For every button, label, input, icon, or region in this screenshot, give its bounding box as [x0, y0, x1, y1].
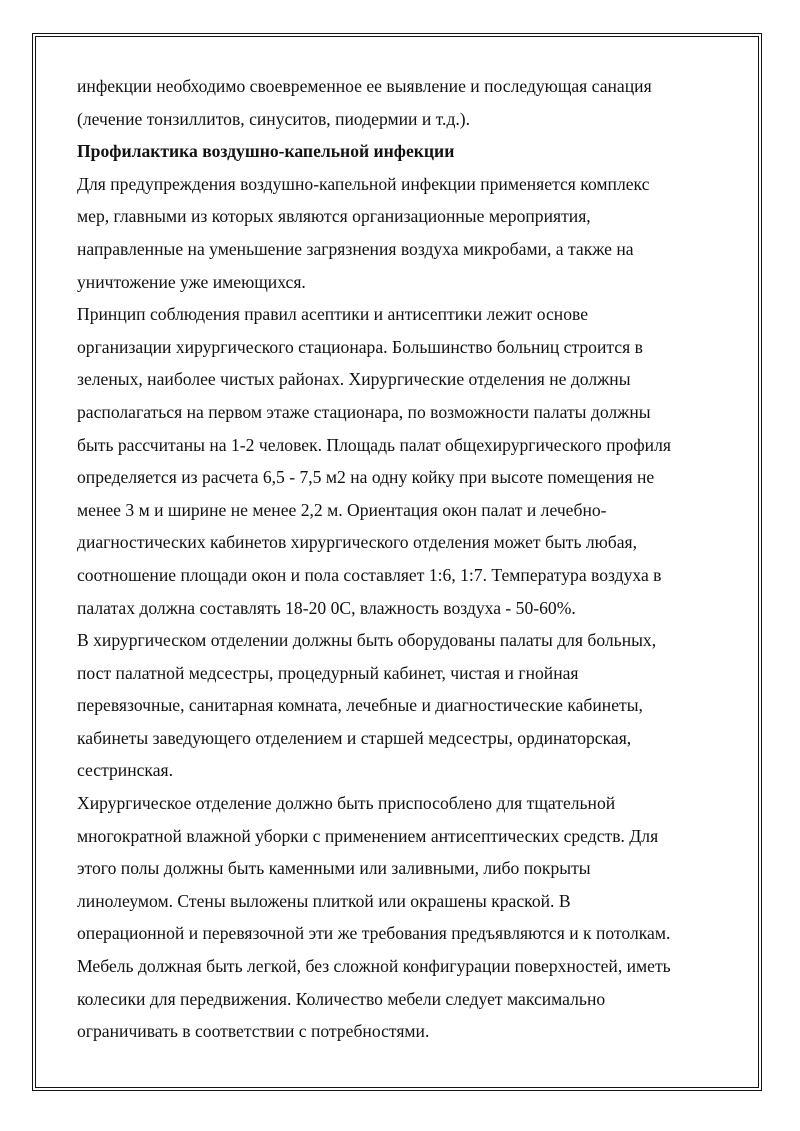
text-line: зеленых, наиболее чистых районах. Хирургические отделения не должны — [77, 369, 631, 390]
section-heading: Профилактика воздушно-капельной инфекции — [77, 141, 455, 162]
text-line: организации хирургического стационара. Большинство больниц строится в — [77, 336, 643, 357]
text-line: Хирургическое отделение должно быть приспособлено для тщательной — [77, 793, 616, 814]
text-line: определяется из расчета 6,5 - 7,5 м2 на одну койку при высоте помещения не — [77, 467, 655, 488]
text-line: менее 3 м и ширине не менее 2,2 м. Ориентация окон палат и лечебно- — [77, 499, 607, 520]
text-line: линолеумом. Стены выложены плиткой или окрашены краской. В — [77, 890, 571, 911]
text-line: Принцип соблюдения правил асептики и антисептики лежит основе — [77, 304, 589, 325]
text-line: Для предупреждения воздушно-капельной инфекции применяется комплекс — [77, 173, 650, 194]
text-line: В хирургическом отделении должны быть оборудованы палаты для больных, — [77, 630, 657, 651]
text-line: Мебель должная быть легкой, без сложной конфигурации поверхностей, иметь — [77, 956, 671, 977]
text-line: ограничивать в соответствии с потребностями. — [77, 1021, 430, 1042]
text-line: операционной и перевязочной эти же требования предъявляются и к потолкам. — [77, 923, 671, 944]
text-line: располагаться на первом этаже стационара, по возможности палаты должны — [77, 401, 651, 422]
text-line: этого полы должны быть каменными или заливными, либо покрыты — [77, 858, 591, 879]
text-line: соотношение площади окон и пола составляет 1:6, 1:7. Температура воздуха в — [77, 564, 662, 585]
text-line: инфекции необходимо своевременное ее выявление и последующая санация — [77, 76, 652, 96]
text-line: пост палатной медсестры, процедурный кабинет, чистая и гнойная — [77, 662, 579, 683]
text-line: кабинеты заведующего отделением и старшей медсестры, ординаторская, — [77, 727, 632, 748]
text-line: палатах должна составлять 18-20 0С, влажность воздуха - 50-60%. — [77, 597, 576, 618]
text-line: (лечение тонзиллитов, синуситов, пиодермии и т.д.). — [77, 108, 471, 129]
text-line: перевязочные, санитарная комната, лечебные и диагностические кабинеты, — [77, 695, 643, 716]
text-line: направленные на уменьшение загрязнения воздуха микробами, а также на — [77, 238, 634, 259]
text-line: мер, главными из которых являются организационные мероприятия, — [77, 206, 591, 227]
text-line: многократной влажной уборки с применением антисептических средств. Для — [77, 825, 659, 846]
text-line: сестринская. — [77, 760, 174, 781]
text-line: диагностических кабинетов хирургического отделения может быть любая, — [77, 532, 638, 553]
document-body — [77, 70, 727, 1048]
text-line: колесики для передвижения. Количество мебели следует максимально — [77, 988, 606, 1009]
text-line: уничтожение уже имеющихся. — [77, 271, 306, 292]
text-line: быть рассчитаны на 1-2 человек. Площадь палат общехирургического профиля — [77, 434, 671, 455]
